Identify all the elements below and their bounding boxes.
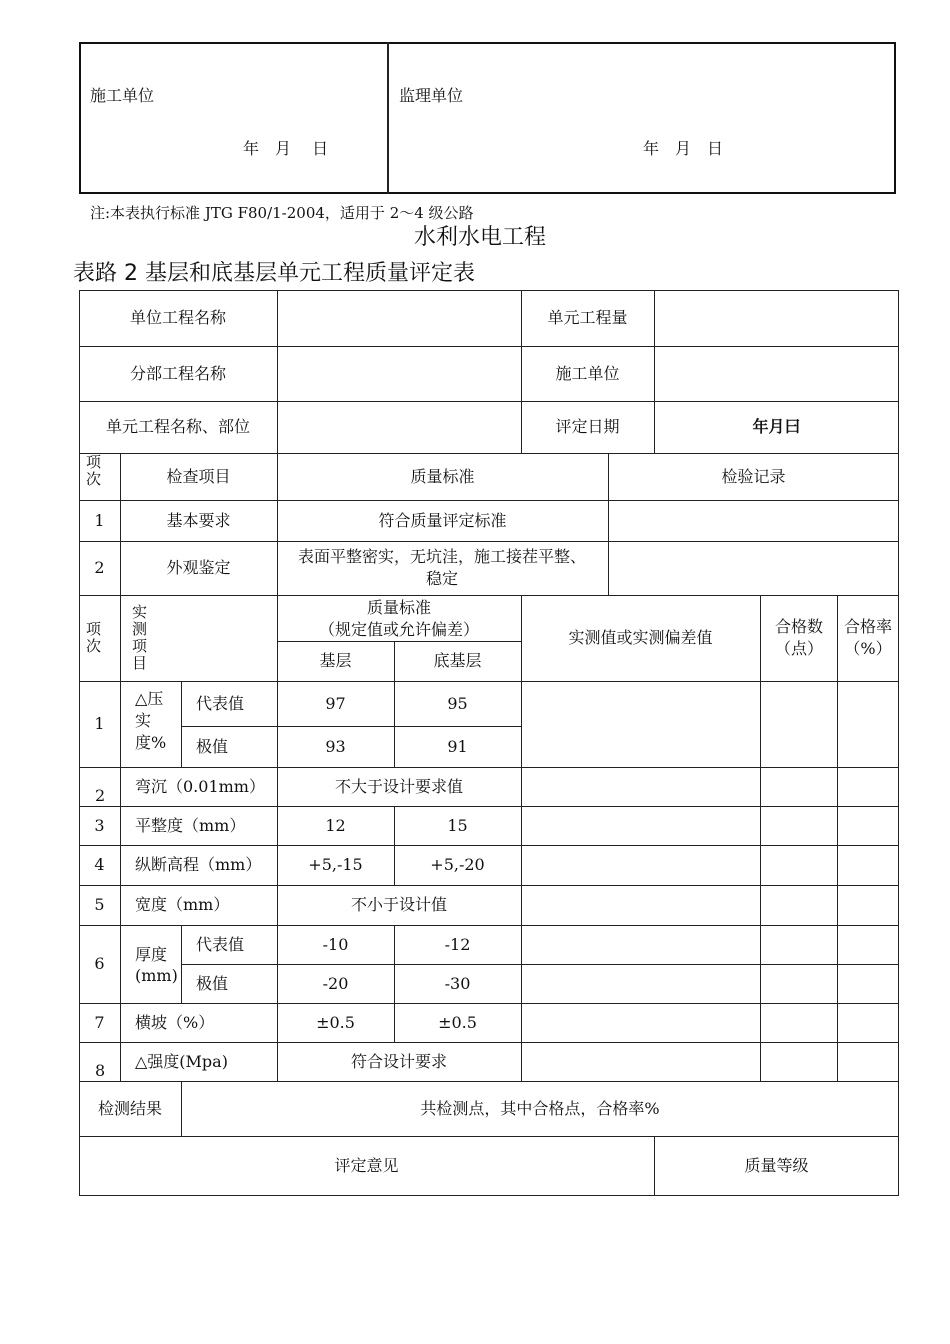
check-row-no: 1 — [94, 510, 105, 530]
check-row-record[interactable] — [609, 542, 898, 594]
measure-row-item: 平整度（mm） — [135, 815, 246, 835]
measure-row-base: +5,-15 — [308, 855, 363, 875]
measure-row-subbase: +5,-20 — [430, 855, 485, 875]
measure-row-no: 3 — [94, 815, 105, 835]
measure-col-standard-sub: （规定值或允许偏差） — [318, 620, 479, 640]
measure-row-item: 厚度(mm) — [135, 945, 178, 985]
measure-row-subbase: -30 — [444, 973, 471, 993]
construction-unit-info-label: 施工单位 — [555, 363, 620, 383]
grade-label: 质量等级 — [744, 1156, 809, 1176]
measure-row-sub: 极值 — [196, 736, 229, 756]
eval-date-value: 年月曰 — [752, 417, 801, 437]
unit-name-location-field[interactable] — [278, 402, 520, 452]
check-col-record: 检验记录 — [721, 466, 786, 486]
page-title: 表路 2 基层和底基层单元工程质量评定表 — [73, 261, 475, 286]
check-row-item: 基本要求 — [166, 510, 231, 530]
check-col-item: 检查项目 — [166, 466, 231, 486]
check-col-no: 项次 — [86, 453, 102, 488]
supervision-unit-label: 监理单位 — [399, 86, 464, 105]
construction-unit-label: 施工单位 — [90, 86, 155, 105]
signature-box — [79, 42, 896, 194]
measure-row-base: 93 — [325, 736, 346, 756]
measure-col-subbase: 底基层 — [433, 651, 482, 671]
signature-divider — [387, 42, 389, 194]
measure-col-pass-count: 合格数（点） — [774, 617, 823, 658]
measure-row-item: 横坡（%） — [135, 1012, 215, 1032]
measure-col-standard: 质量标准 — [366, 598, 431, 618]
unit-quantity-label: 单元工程量 — [547, 308, 628, 328]
measure-col-item: 实测项目 — [132, 603, 148, 672]
check-row-record[interactable] — [609, 501, 898, 540]
measure-row-base: -10 — [322, 934, 349, 954]
measure-row-item: △压实度% — [135, 689, 167, 752]
measure-row-no: 4 — [94, 855, 105, 875]
unit-project-name-label: 单位工程名称 — [129, 308, 226, 328]
sub-project-name-label: 分部工程名称 — [129, 363, 226, 383]
result-label: 检测结果 — [97, 1098, 162, 1118]
opinion-label: 评定意见 — [334, 1156, 399, 1176]
check-row-item: 外观鉴定 — [166, 558, 231, 578]
measure-row-item: 宽度（mm） — [135, 895, 230, 915]
measure-row-no: 7 — [94, 1012, 105, 1032]
unit-quantity-field[interactable] — [655, 291, 898, 345]
construction-date: 年 月 日 — [243, 139, 329, 158]
measure-row-item: 纵断高程（mm） — [135, 855, 262, 875]
measure-row-subbase: 95 — [447, 693, 468, 713]
measure-row-base: -20 — [322, 973, 349, 993]
unit-name-location-label: 单元工程名称、部位 — [105, 417, 250, 437]
measure-row-merged: 符合设计要求 — [350, 1051, 447, 1071]
check-row-no: 2 — [94, 558, 105, 578]
standard-note: 注:本表执行标准 JTG F80/1-2004，适用于 2～4 级公路 — [90, 204, 474, 222]
measure-row-item: 弯沉（0.01mm） — [135, 776, 265, 796]
measure-row-sub: 极值 — [196, 973, 229, 993]
measure-row-no: 5 — [94, 895, 105, 915]
check-row-standard: 符合质量评定标准 — [378, 510, 507, 530]
page-subtitle: 水利水电工程 — [414, 225, 547, 250]
check-row-standard: 表面平整密实，无坑洼，施工接茬平整、稳定 — [297, 547, 586, 588]
check-col-standard: 质量标准 — [410, 466, 475, 486]
measure-row-subbase: ±0.5 — [438, 1012, 477, 1032]
measure-row-no: 6 — [94, 954, 105, 974]
measure-col-no: 项次 — [86, 620, 102, 655]
supervision-date: 年 月 日 — [643, 139, 724, 158]
measure-row-sub: 代表值 — [196, 934, 245, 954]
measure-row-base: 12 — [325, 815, 346, 835]
measure-row-merged: 不小于设计值 — [350, 895, 447, 915]
measure-row-no: 2 — [95, 786, 106, 805]
measure-col-base: 基层 — [319, 651, 352, 671]
unit-project-name-field[interactable] — [278, 291, 520, 345]
sub-project-name-field[interactable] — [278, 347, 520, 400]
measure-row-base: ±0.5 — [316, 1012, 355, 1032]
measure-row-item: △强度(Mpa) — [135, 1051, 228, 1071]
measure-col-measured: 实测值或实测偏差值 — [568, 628, 713, 648]
measure-row-subbase: 91 — [447, 736, 468, 756]
eval-date-label: 评定日期 — [555, 417, 620, 437]
construction-unit-field[interactable] — [655, 347, 898, 400]
measure-row-sub: 代表值 — [196, 693, 245, 713]
measure-col-pass-rate: 合格率（%） — [843, 617, 892, 658]
measure-row-no: 8 — [95, 1061, 106, 1080]
measure-row-subbase: 15 — [447, 815, 468, 835]
measure-row-merged: 不大于设计要求值 — [334, 776, 463, 796]
result-text: 共检测点，其中合格点，合格率% — [420, 1098, 660, 1118]
measure-row-no: 1 — [94, 714, 105, 734]
measure-row-base: 97 — [325, 693, 346, 713]
measure-row-subbase: -12 — [444, 934, 471, 954]
